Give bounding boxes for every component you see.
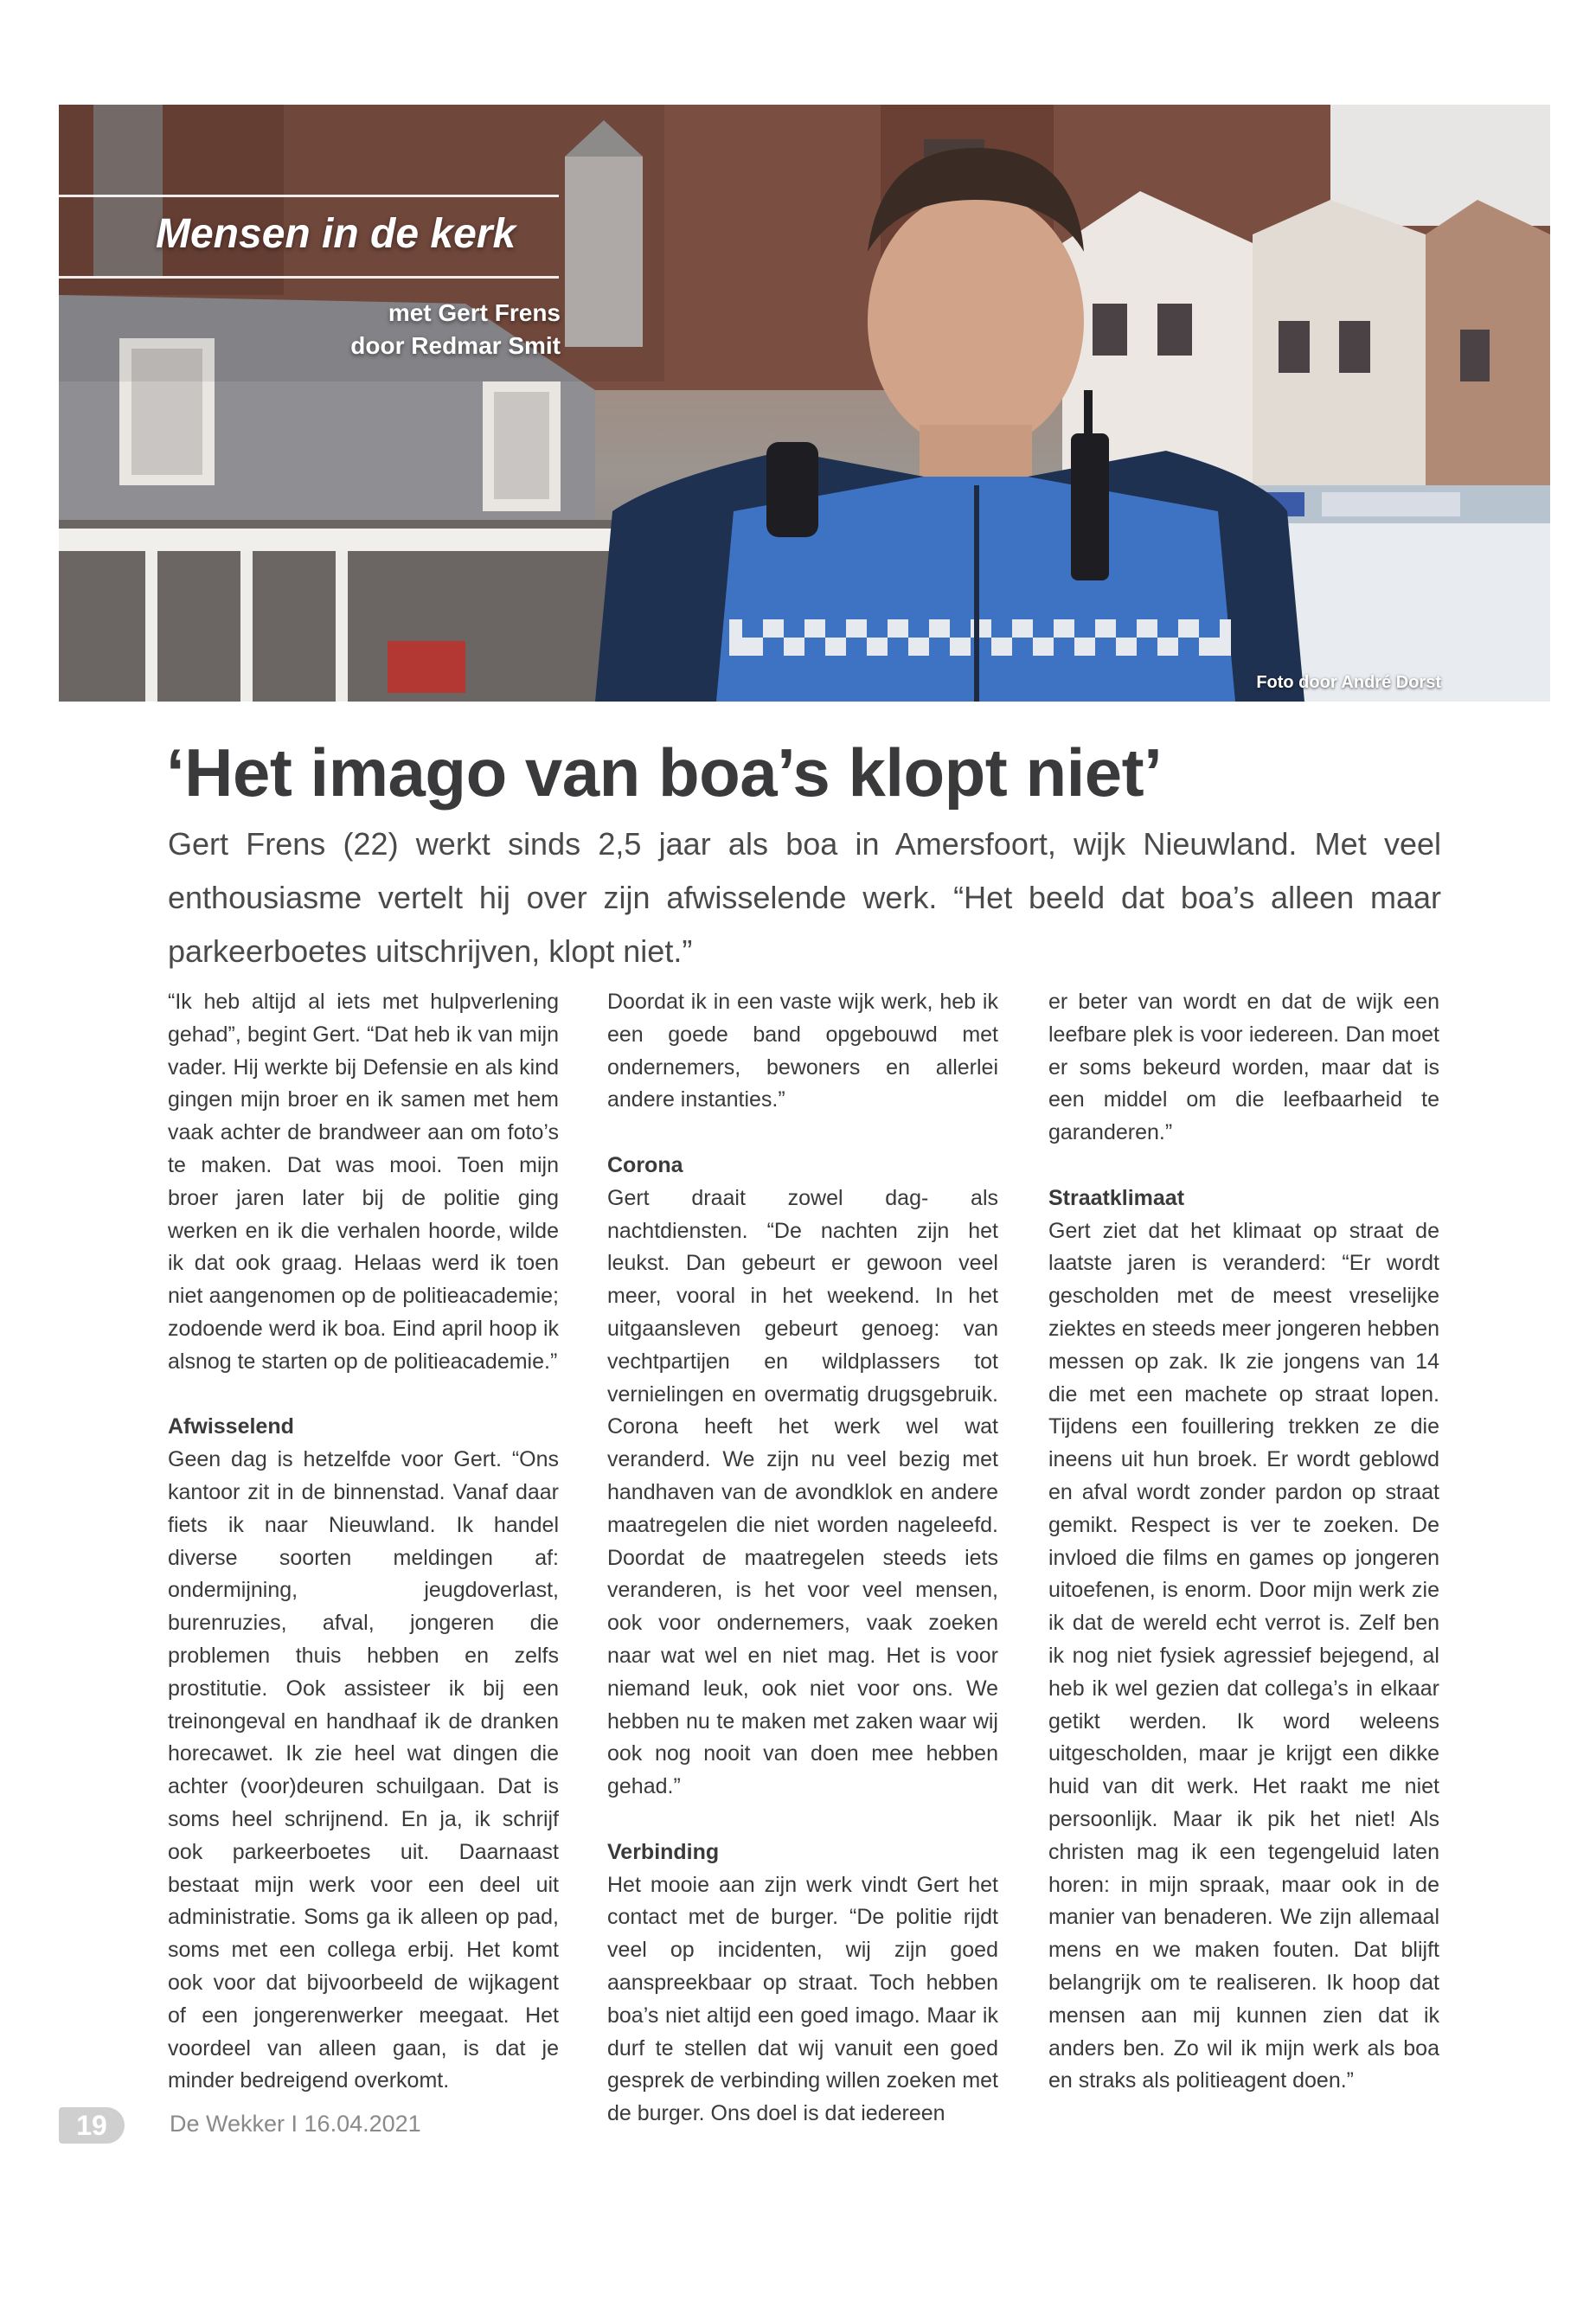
paragraph-corona: Gert draait zowel dag- als nachtdiensten. “De nachten zijn het leukst. Dan gebeurt er gewoon veel meer, vooral in het weekend. In het uitgaansleven gebeurt genoeg: van vechtpartijen en wildplassers tot vernielingen en overmatig drugsgebruik. Corona heeft het werk wel wat veranderd. We zijn nu veel bezig met handhaven van de avondklok en andere maatregelen die niet worden nageleefd. Doordat de maatregelen steeds iets veranderen, is het voor veel mensen, ook voor ondernemers, vaak zoeken naar wat wel en niet mag. Het is voor niemand leuk, ook niet voor ons. We hebben nu te maken met zaken waar wij ook nog nooit van doen mee hebben gehad.” (607, 1185, 998, 1799)
subheading-afwisselend: Afwisselend (168, 1414, 294, 1439)
kicker-rule-bottom (59, 276, 559, 279)
article-column-3 (1048, 986, 1439, 2098)
paragraph-straatklimaat: Gert ziet dat het klimaat op straat de laatste jaren is veranderd: “Er wordt gescholden met de meest vreselijke ziektes en steeds meer jongeren hebben messen op zak. Ik zie jongens van 14 die met een machete op straat lopen. Tijdens een fouillering trekken ze die ineens uit hun broek. Er wordt geblowd en afval wordt zonder pardon op straat gemikt. Respect is ver te zoeken. De invloed die films en games op jongeren uitoefenen, is enorm. Door mijn werk zie ik dat de wereld echt verrot is. Zelf ben ik nog niet fysiek agressief bejegend, al heb ik wel gezien dat collega’s in elkaar getikt werden. Ik word weleens uitgescholden, maar je krijgt een dikke huid van dit werk. Het raakt me niet persoonlijk. Maar ik pik het niet! Als christen mag ik een tegengeluid laten horen: in mijn spraak, maar ook in de manier van benaderen. We zijn allemaal mens en we maken fouten. Dat blijft belangrijk om te realiseren. Ik hoop dat mensen aan mij kunnen zien dat ik anders ben. Zo wil ik mijn werk als boa en straks als politieagent doen.” (1048, 1218, 1439, 2093)
article-lead: Gert Frens (22) werkt sinds 2,5 jaar als boa in Amersfoort, wijk Nieuwland. Met veel enthousiasme vertelt hij over zijn afwisselende werk. “Het beeld dat boa’s alleen maar parkeerboetes uitschrijven, klopt niet.” (168, 826, 1441, 969)
subheading-straatklimaat: Straatklimaat (1048, 1185, 1185, 1210)
subheading-verbinding: Verbinding (607, 1839, 720, 1864)
subheading-corona: Corona (607, 1152, 683, 1177)
paragraph-afwisselend-1: Geen dag is hetzelfde voor Gert. “Ons kantoor zit in de binnenstad. Vanaf daar fiets ik naar Nieuwland. Ik handel diverse soorten meldingen af: ondermijning, jeugdoverlast, burenruzies, afval, jongeren die problemen thuis hebben en zelfs prostitutie. Ook assisteer ik bij een treinongeval en handhaaf ik de dranken horecawet. Ik zie heel wat dingen die achter (voor)deuren schuilgaan. Dat is soms heel schrijnend. En ja, ik schrijf ook parkeerboetes uit. Daarnaast bestaat mijn werk voor een deel uit administratie. Soms ga ik alleen op pad, soms met een collega erbij. Het komt ook voor dat bijvoorbeeld de wijkagent of een jongerenwerker meegaat. Het voordeel van alleen gaan, is dat je minder bedreigend overkomt. (168, 1447, 559, 2093)
paragraph-afwisselend-2: Doordat ik in een vaste wijk werk, heb ik een goede band opgebouwd met ondernemers, bewoners en allerlei andere instanties.” (607, 990, 998, 1112)
article-column-2 (607, 986, 998, 2131)
article-headline: ‘Het imago van boa’s klopt niet’ (166, 734, 1163, 811)
page-number-badge: 19 (59, 2107, 125, 2144)
paragraph-verbinding-2: er beter van wordt en dat de wijk een leefbare plek is voor iedereen. Dan moet er soms bekeurd worden, maar dat is een middel om die leefbaarheid te garanderen.” (1048, 990, 1439, 1145)
section-kicker: Mensen in de kerk (156, 211, 516, 257)
publication-info: De Wekker I 16.04.2021 (170, 2111, 421, 2137)
byline-subject: met Gert Frens (388, 299, 561, 326)
photo-credit: Foto door André Dorst (1256, 673, 1441, 692)
paragraph-verbinding-1: Het mooie aan zijn werk vindt Gert het contact met de burger. “De politie rijdt veel op incidenten, wij zijn goed aanspreekbaar op straat. Toch hebben boa’s niet altijd een goed imago. Maar ik durf te stellen dat wij vanuit een goed gesprek de verbinding willen zoeken met de burger. Ons doel is dat iedereen (607, 1872, 998, 2126)
paragraph-intro: “Ik heb altijd al iets met hulpverlening gehad”, begint Gert. “Dat heb ik van mijn vader. Hij werkte bij Defensie en als kind gingen mijn broer en ik samen met hem vaak achter de brandweer aan om foto’s te maken. Dat was mooi. Toen mijn broer jaren later bij de politie ging werken en ik die verhalen hoorde, wilde ik dat ook graag. Helaas werd ik toen niet aangenomen op de politieacademie; zodoende werd ik boa. Eind april hoop ik alsnog te starten op de politieacademie.” (168, 990, 559, 1374)
hero-photo (59, 105, 1550, 702)
kicker-rule-top (59, 195, 559, 197)
article-column-1 (168, 986, 559, 2098)
byline-author: door Redmar Smit (350, 332, 561, 359)
byline (232, 297, 561, 362)
